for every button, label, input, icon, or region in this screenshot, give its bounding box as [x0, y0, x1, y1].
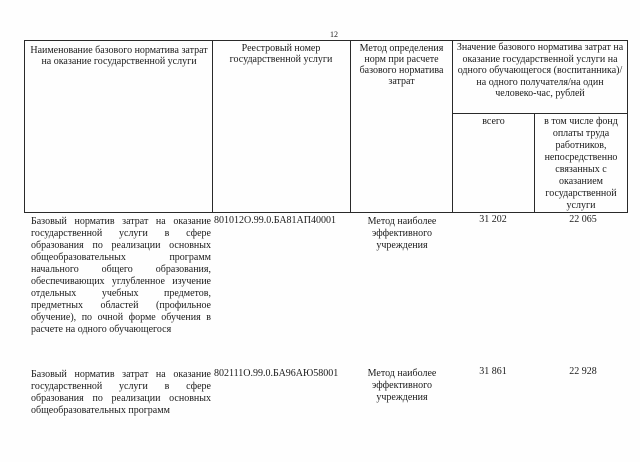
table-top-border — [24, 40, 628, 41]
row-2-total: 31 861 — [479, 366, 507, 377]
row-1-registry: 801012О.99.0.БА81АП40001 — [214, 215, 336, 226]
header-value: Значение базового норматива затрат на оказание государственной услуги на одного обучающегося (воспитанника)/на одного получателя/на один человеко-час, рублей — [456, 42, 624, 99]
header-registry: Реестровый номер государственной услуги — [229, 43, 333, 65]
col-divider-2 — [350, 40, 351, 213]
row-1-name: Базовый норматив затрат на оказание государственной услуги в сфере образования по реализации основных общеобразовательных программ начального общего образования, обеспечивающих углубленное изучение отдельных учебных предметов, предметных областей (профильное обучение), по очной форме обучения в расчете на одного обучающегося — [31, 216, 211, 335]
table-left-border — [24, 40, 25, 213]
row-2-name: Базовый норматив затрат на оказание государственной услуги в сфере образования по реализации основных общеобразовательных программ — [31, 369, 211, 416]
row-1-fund: 22 065 — [569, 214, 597, 225]
value-subheader-divider — [452, 113, 628, 114]
col-divider-3 — [452, 40, 453, 213]
row-1-total: 31 202 — [479, 214, 507, 225]
header-name: Наименование базового норматива затрат на оказание государственной услуги — [30, 45, 208, 67]
header-value-total: всего — [482, 116, 505, 127]
col-divider-1 — [212, 40, 213, 213]
header-method: Метод определения норм при расчете базового норматива затрат — [359, 43, 444, 87]
row-2-fund: 22 928 — [569, 366, 597, 377]
header-bottom-border — [24, 212, 628, 213]
row-2-registry: 802111О.99.0.БА96АЮ58001 — [214, 368, 339, 379]
table-right-border — [627, 40, 628, 213]
row-1-method: Метод наиболее эффективного учреждения — [367, 216, 437, 251]
row-2-method: Метод наиболее эффективного учреждения — [367, 368, 437, 403]
page-number: 12 — [330, 30, 338, 39]
col-divider-4 — [534, 113, 535, 213]
header-value-fund: в том числе фонд оплаты труда работников, непосредственно связанных с оказанием государственной услуги — [544, 116, 618, 211]
